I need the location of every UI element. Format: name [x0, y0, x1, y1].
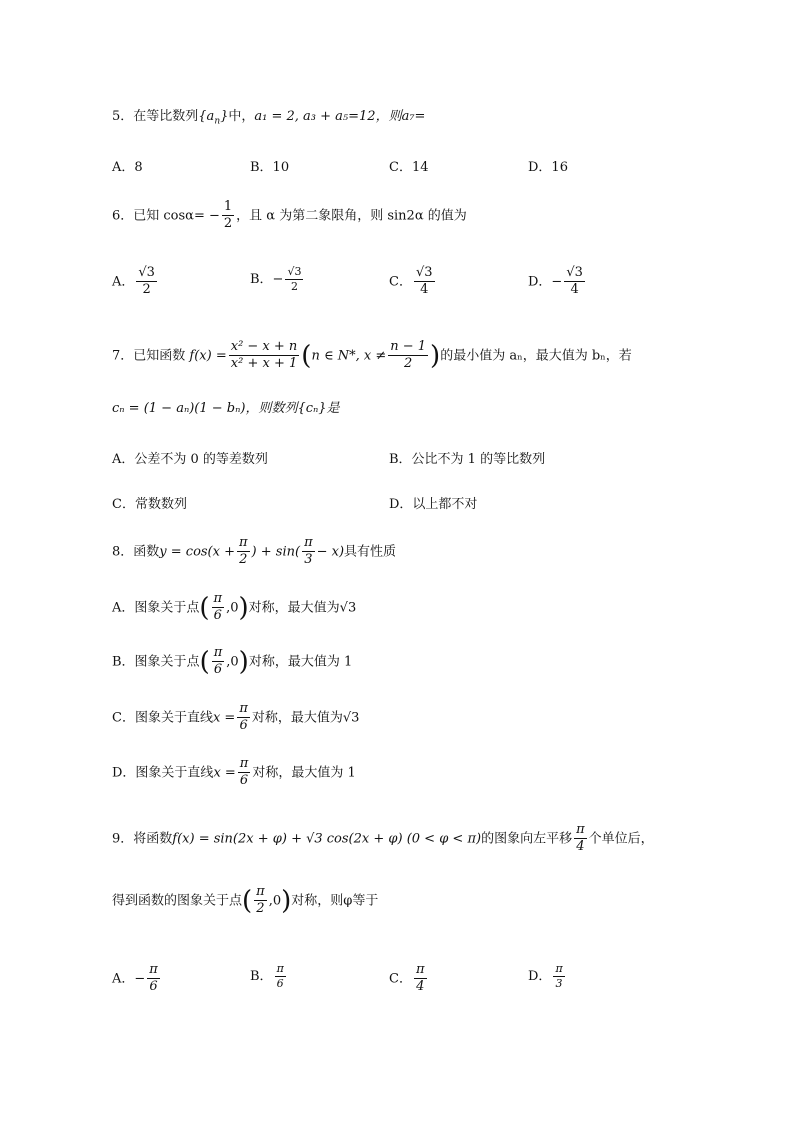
q7-function: f(x) =	[189, 348, 227, 364]
q8-option-b: B．图象关于点( $\frac{\pi}{6}$ ,0)对称，最大值为 1	[112, 645, 353, 678]
question-6-stem	[112, 200, 467, 232]
q8-option-d: D．图象关于直线x = $\frac{\pi}{6}$ 对称，最大值为 1	[112, 756, 356, 789]
q5-condition: a₁ = 2, a₃ + a₅=12，则a₇=	[254, 109, 426, 124]
q5-label: 5．在等比数列	[112, 109, 199, 124]
question-5-stem	[112, 110, 425, 127]
q7-option-d: D．以上都不对	[389, 497, 478, 512]
q9-option-a: A．− $\frac{\pi}{6}$	[112, 962, 158, 995]
q6-option-a: A． $\frac{√3}{2}$	[112, 265, 155, 298]
q5-middle: 中，	[228, 109, 255, 124]
q7-condition: n ∈ N*, x ≠	[311, 348, 387, 364]
q7-fraction: $\frac{\text{x² − x + n}}{\text{x² + x + 1}}$	[230, 339, 298, 372]
question-8-stem: 8．函数y = cos(x + $\frac{\pi}{2}$ ) + sin( $\frac{\pi}{3}$ − x)具有性质	[112, 535, 397, 568]
q9-function: f(x) = sin(2x + φ) + √3 cos(2x + φ) (0 < φ < π)	[172, 831, 482, 847]
q5-option-b: B．10	[250, 160, 290, 175]
q8-prefix: 8．函数	[112, 544, 160, 560]
q7-option-c: C．常数数列	[112, 497, 187, 512]
q6-suffix: ，且 α 为第二象限角，则 sin2α 的值为	[236, 208, 467, 224]
q6-fraction: $\frac{1}{2}$	[223, 199, 233, 232]
q7-line2: cₙ = (1 − aₙ)(1 − bₙ)，则数列{cₙ}是	[112, 401, 340, 416]
q9-line2: 得到函数的图象关于点( $\frac{\pi}{2}$ ,0)对称，则φ等于	[112, 884, 379, 917]
q5-option-a: A．8	[112, 160, 143, 175]
question-7-stem: 7．已知函数 f(x) = $\frac{\text{x² − x + n}}{\text{x² + x + 1}}$ (n ∈ N*, x ≠ $\frac{n - 1}{2}$ )的最小值为 aₙ，最大值为 bₙ，若	[112, 339, 632, 372]
q8-option-c: C．图象关于直线x = $\frac{\pi}{6}$ 对称，最大值为√3	[112, 701, 360, 734]
q9-option-c: C． $\frac{\pi}{4}$	[389, 962, 425, 995]
q5-option-d: D．16	[528, 160, 568, 175]
q9-option-d: D． $\frac{\pi}{3}$	[528, 962, 563, 991]
q7-option-b: B．公比不为 1 的等比数列	[389, 452, 546, 467]
q6-prefix: 6．已知 cosα= −	[112, 208, 220, 224]
q7-suffix: 的最小值为 aₙ，最大值为 bₙ，若	[440, 348, 632, 364]
q5-sequence: $\{a_n\}$	[198, 109, 229, 127]
q8-suffix: 具有性质	[344, 544, 397, 560]
q6-option-c: C． $\frac{√3}{4}$	[389, 265, 433, 298]
q8-option-a: A．图象关于点( $\frac{\pi}{6}$ ,0)对称，最大值为√3	[112, 591, 357, 624]
question-9-stem: 9．将函数f(x) = sin(2x + φ) + √3 cos(2x + φ) (0 < φ < π)的图象向左平移 $\frac{\pi}{4}$ 个单位后，	[112, 822, 654, 855]
q9-prefix: 9．将函数	[112, 831, 173, 847]
q7-option-a: A．公差不为 0 的等差数列	[112, 452, 268, 467]
q7-prefix: 7．已知函数	[112, 348, 186, 364]
q6-option-b: B．− $\frac{√3}{2}$	[250, 265, 302, 294]
q6-option-d: D．− $\frac{√3}{4}$	[528, 265, 583, 298]
q9-option-b: B． $\frac{\pi}{6}$	[250, 962, 284, 991]
q5-option-c: C．14	[389, 160, 429, 175]
